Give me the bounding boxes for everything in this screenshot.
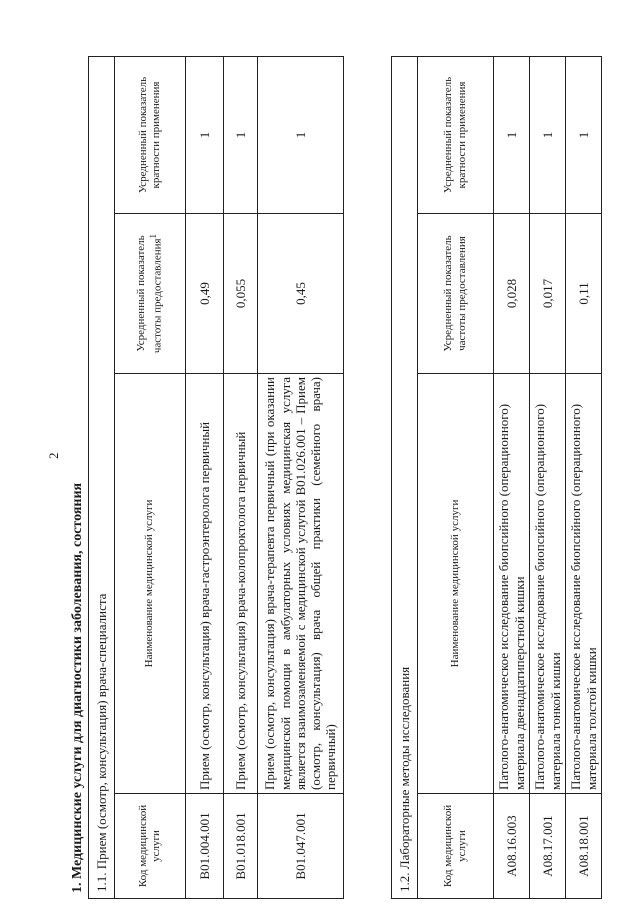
table-row [494, 56, 530, 898]
table-row [566, 56, 602, 898]
frequency-value: 0,055 [224, 214, 258, 374]
table-row [258, 56, 344, 898]
service-code: A08.17.001 [530, 794, 566, 899]
lab-methods-table [391, 56, 602, 899]
frequency-value: 0,11 [566, 214, 602, 374]
service-name: Прием (осмотр, консультация) врача-гастроэнтеролога первичный [186, 374, 224, 794]
multiplicity-value: 1 [186, 56, 224, 213]
service-code: B01.018.001 [224, 794, 258, 899]
multiplicity-value: 1 [494, 56, 530, 213]
header-name: Наименование медицинской услуги [115, 374, 186, 794]
multiplicity-value: 1 [566, 56, 602, 213]
footnote-mark: 1 [148, 233, 159, 239]
section-title: 1. Медицинские услуги для диагностики заболевания, состояния [70, 482, 85, 893]
service-name: Прием (осмотр, консультация) врача-терапевта первичный (при оказании медицинской помощи в амбулаторных условиях медицинская услуга является взаимозаменяемой с медицинской услугой B01.026.001 – Прием (осмотр, консультация) врача общей практики (семейного врача) первичный) [258, 374, 344, 794]
header-name: Наименование медицинской услуги [418, 374, 494, 794]
frequency-value: 0,45 [258, 214, 344, 374]
table-row [224, 56, 258, 898]
frequency-value: 0,49 [186, 214, 224, 374]
frequency-value: 0,017 [530, 214, 566, 374]
header-multiplicity: Усредненный показатель кратности применения [418, 56, 494, 213]
page-number: 2 [46, 452, 61, 459]
table-row [530, 56, 566, 898]
table-caption: 1.1. Прием (осмотр, консультация) врача-специалиста [89, 56, 115, 898]
consultation-table [88, 56, 344, 899]
header-frequency: Усредненный показатель частоты предоставления [418, 214, 494, 374]
table-caption: 1.2. Лабораторные методы исследования [392, 56, 418, 898]
header-code: Код медицинской услуги [115, 794, 186, 899]
frequency-value: 0,028 [494, 214, 530, 374]
header-frequency-text: Усредненный показатель частоты предоставления [134, 235, 164, 354]
service-code: B01.047.001 [258, 794, 344, 899]
service-code: A08.18.001 [566, 794, 602, 899]
header-code: Код медицинской услуги [418, 794, 494, 899]
service-name: Патолого-анатомическое исследование биопсийного (операционного) материала тонкой кишки [530, 374, 566, 794]
service-code: B01.004.001 [186, 794, 224, 899]
header-multiplicity: Усредненный показатель кратности применения [115, 56, 186, 213]
service-name: Прием (осмотр, консультация) врача-колопроктолога первичный [224, 374, 258, 794]
header-frequency [115, 214, 186, 374]
multiplicity-value: 1 [224, 56, 258, 213]
table-row [186, 56, 224, 898]
multiplicity-value: 1 [258, 56, 344, 213]
multiplicity-value: 1 [530, 56, 566, 213]
service-name: Патолого-анатомическое исследование биопсийного (операционного) материала двенадцатиперстной кишки [494, 374, 530, 794]
service-code: A08.16.003 [494, 794, 530, 899]
service-name: Патолого-анатомическое исследование биопсийного (операционного) материала толстой кишки [566, 374, 602, 794]
